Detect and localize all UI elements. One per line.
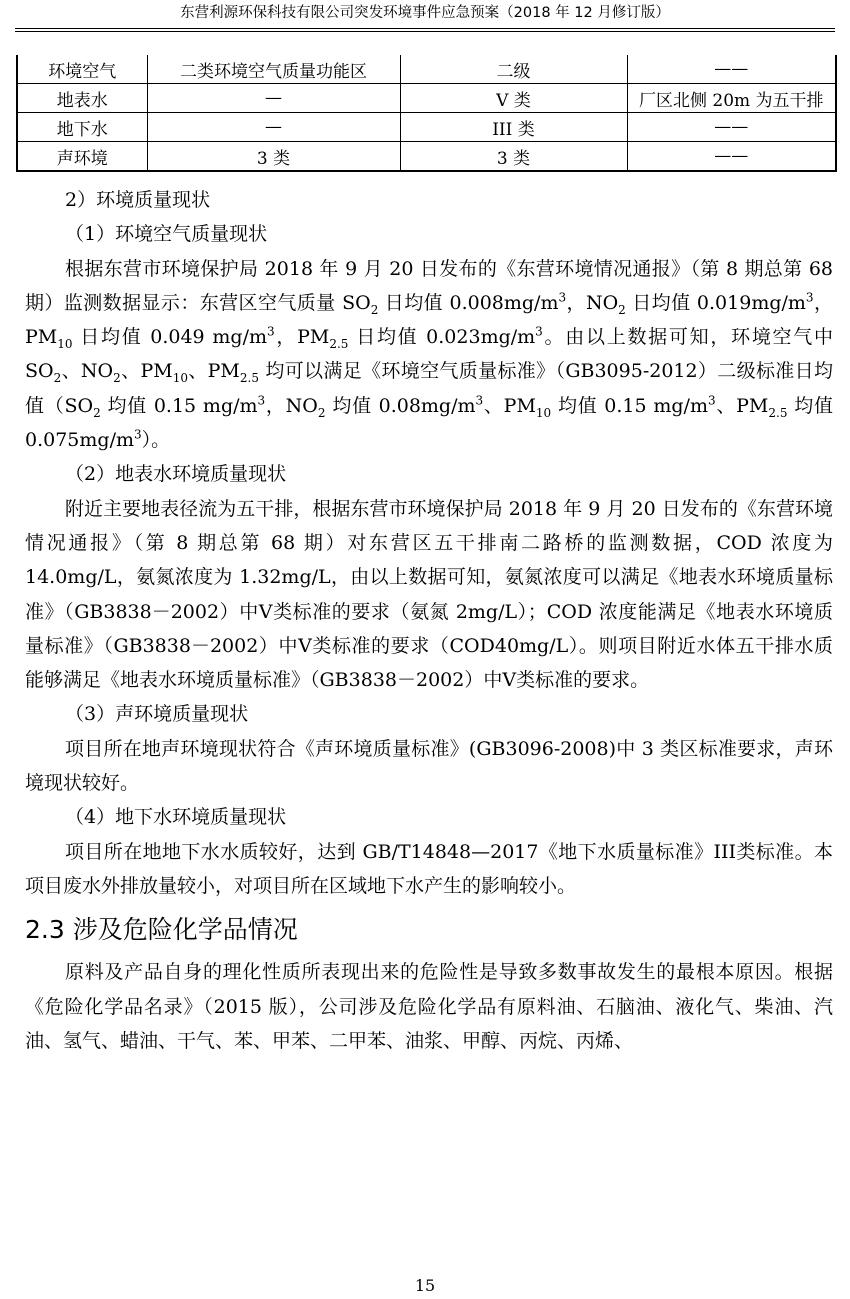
table-cell: 厂区北侧 20m 为五干排 bbox=[627, 84, 836, 113]
table-cell: 3 类 bbox=[400, 142, 627, 172]
environment-function-table bbox=[16, 55, 837, 172]
table-cell: —— bbox=[627, 142, 836, 172]
table-cell: V 类 bbox=[400, 84, 627, 113]
table-cell: III 类 bbox=[400, 113, 627, 142]
header-rule-thin bbox=[15, 28, 835, 29]
body-text bbox=[25, 183, 833, 1058]
subsection-heading-noise: （3）声环境质量现状 bbox=[65, 703, 249, 726]
table-cell: 声环境 bbox=[17, 142, 147, 172]
table-cell: 地下水 bbox=[17, 113, 147, 142]
table-cell: 二类环境空气质量功能区 bbox=[147, 55, 400, 84]
paragraph-hazardous-chemicals: 原料及产品自身的理化性质所表现出来的危险性是导致多数事故发生的最根本原因。根据《危险化学品名录》（2015 版），公司涉及危险化学品有原料油、石脑油、液化气、柴油、汽油、氢气、蜡油、干气、苯、甲苯、二甲苯、油浆、甲醇、丙烷、丙烯、 bbox=[25, 961, 833, 1052]
table-cell: 环境空气 bbox=[17, 55, 147, 84]
table-cell: — bbox=[147, 113, 400, 142]
subsection-heading-groundwater: （4）地下水环境质量现状 bbox=[65, 806, 287, 829]
subsection-heading-water: （2）地表水环境质量现状 bbox=[65, 463, 287, 486]
table-cell: 地表水 bbox=[17, 84, 147, 113]
table-cell: —— bbox=[627, 113, 836, 142]
table-cell: 二级 bbox=[400, 55, 627, 84]
table-row bbox=[17, 142, 836, 172]
table-row bbox=[17, 84, 836, 113]
page-header: 东营利源环保科技有限公司突发环境事件应急预案（2018 年 12 月修订版） bbox=[180, 5, 670, 21]
paragraph-surface-water: 附近主要地表径流为五干排，根据东营市环境保护局 2018 年 9 月 20 日发布的《东营环境情况通报》（第 8 期总第 68 期）对东营区五干排南二路桥的监测数据，COD 浓度为 14.0mg/L，氨氮浓度为 1.32mg/L，由以上数据可知，氨氮浓度可以满足《地表水环境质量标准》（GB3838－2002）中V类标准的要求（氨氮 2mg/L）；COD 浓度能满足《地表水环境质量标准》（GB3838－2002）中V类标准的要求（COD40mg/L）。则项目附近水体五干排水质能够满足《地表水环境质量标准》（GB3838－2002）中V类标准的要求。 bbox=[25, 497, 833, 692]
table-cell: —— bbox=[627, 55, 836, 84]
paragraph-noise: 项目所在地声环境现状符合《声环境质量标准》(GB3096-2008)中 3 类区标准要求，声环境现状较好。 bbox=[25, 737, 833, 795]
paragraph-groundwater: 项目所在地地下水水质较好，达到 GB/T14848—2017《地下水质量标准》III类标准。本项目废水外排放量较小，对项目所在区域地下水产生的影响较小。 bbox=[25, 840, 833, 897]
table-cell: — bbox=[147, 84, 400, 113]
header-rule-thick bbox=[15, 31, 835, 32]
page-number: 15 bbox=[414, 1276, 436, 1295]
table-cell: 3 类 bbox=[147, 142, 400, 172]
subsection-heading-air: （1）环境空气质量现状 bbox=[65, 223, 268, 246]
paragraph-air-quality: 根据东营市环境保护局 2018 年 9 月 20 日发布的《东营环境情况通报》（第 8 期总第 68 期）监测数据显示：东营区空气质量 $SO_2$ 日均值 $0.008mg/m^3$，$NO_2$ 日均值 $0.019mg/m^3$，$PM_{10}$ 日均值 0.049 $mg/m^3$，$PM_{2.5}$ 日均值 $0.023mg/m^3$。由以上数据可知，环境空气中 $SO_2$、$NO_2$、$PM_{10}$、$PM_{2.5}$ 均可以满足《环境空气质量标准》（GB3095-2012）二级标准日均值（$SO_2$ 均值 0.15 $mg/m^3$，$NO_2$ 均值 $0.08mg/m^3$、$PM_{10}$ 均值 0.15 $mg/m^3$、$PM_{2.5}$ 均值 $0.075mg/m^3$）。 bbox=[25, 257, 834, 452]
section-heading-hazardous-chemicals: 2.3 涉及危险化学品情况 bbox=[25, 915, 298, 945]
section-heading: 2）环境质量现状 bbox=[65, 189, 211, 211]
table-row bbox=[17, 55, 836, 84]
table-row bbox=[17, 113, 836, 142]
